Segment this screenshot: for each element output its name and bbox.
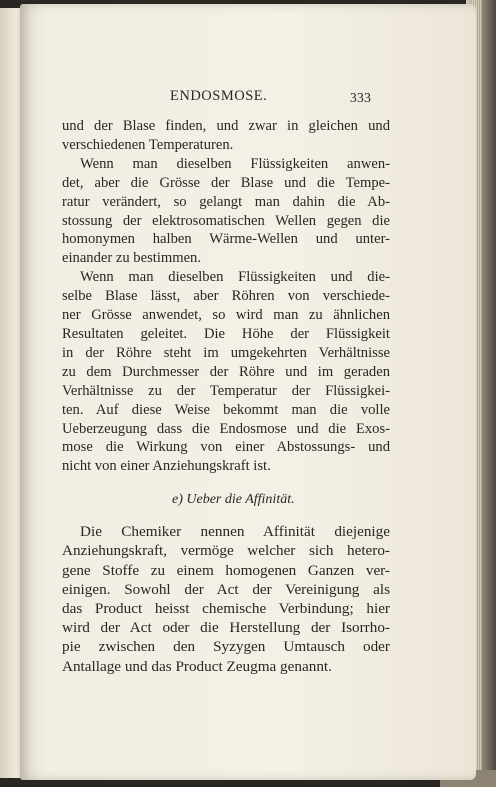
text-line: Wenn man dieselben Flüssigkeiten anwen- (80, 155, 390, 172)
paragraph-4 (62, 522, 390, 676)
text-line: einander zu bestimmen. (62, 250, 201, 267)
text-line: selbe Blase lässt, aber Röhren von verschiede- (62, 288, 390, 305)
text-line: das Product heisst chemische Verbindung; hier (62, 599, 390, 617)
text-line: pie zwischen den Syzygen Umtausch oder (62, 638, 390, 656)
paragraph-3 (62, 268, 390, 476)
text-line: det, aber die Grösse der Blase und die Tempe- (62, 174, 390, 191)
paragraph-2 (62, 155, 390, 268)
text-line: Die Chemiker nennen Affinität diejenige (80, 523, 390, 541)
text-line: Antallage und das Product Zeugma genannt. (62, 657, 332, 675)
text-line: Anziehungskraft, vermöge welcher sich hetero- (62, 542, 390, 560)
text-line: ten. Auf diese Weise bekommt man die volle (62, 401, 390, 418)
running-head: ENDOSMOSE. (170, 88, 268, 104)
text-line: Verhältnisse zu der Temperatur der Flüssigkei- (62, 382, 390, 399)
text-line: einigen. Sowohl der Act der Vereinigung als (62, 580, 390, 598)
text-line: mose die Wirkung von einer Abstossungs- und (62, 439, 390, 456)
page-header (20, 88, 476, 110)
page-body (62, 117, 390, 676)
text-line: homonymen halben Wärme-Wellen und unter- (62, 231, 390, 248)
text-line: Resultaten geleitet. Die Höhe der Flüssigkeit (62, 325, 390, 342)
book-page (20, 4, 476, 780)
paragraph-1 (62, 117, 390, 155)
text-line: verschiedenen Temperaturen. (62, 136, 234, 153)
text-line: wird der Act oder die Herstellung der Isorrho- (62, 619, 390, 637)
text-line: zu dem Durchmesser der Röhre und im geraden (62, 363, 390, 380)
text-line: und der Blase finden, und zwar in gleichen und (62, 118, 390, 134)
text-line: gene Stoffe zu einem homogenen Ganzen ver- (62, 561, 390, 579)
section-heading: e) Ueber die Affinität. (172, 492, 295, 508)
text-line: ner Grösse anwendet, so wird man zu ähnlichen (62, 307, 390, 324)
text-line: Wenn man dieselben Flüssigkeiten und die- (80, 269, 390, 286)
text-line: nicht von einer Anziehungskraft ist. (62, 458, 271, 475)
text-line: Ueberzeugung dass die Endosmose und die Exos- (62, 420, 390, 437)
text-line: stossung der elektrosomatischen Wellen gegen die (62, 212, 390, 229)
page-number: 333 (350, 90, 372, 105)
text-line: in der Röhre steht im umgekehrten Verhältnisse (62, 344, 390, 361)
text-line: ratur verändert, so gelangt man dahin die Ab- (62, 193, 390, 210)
